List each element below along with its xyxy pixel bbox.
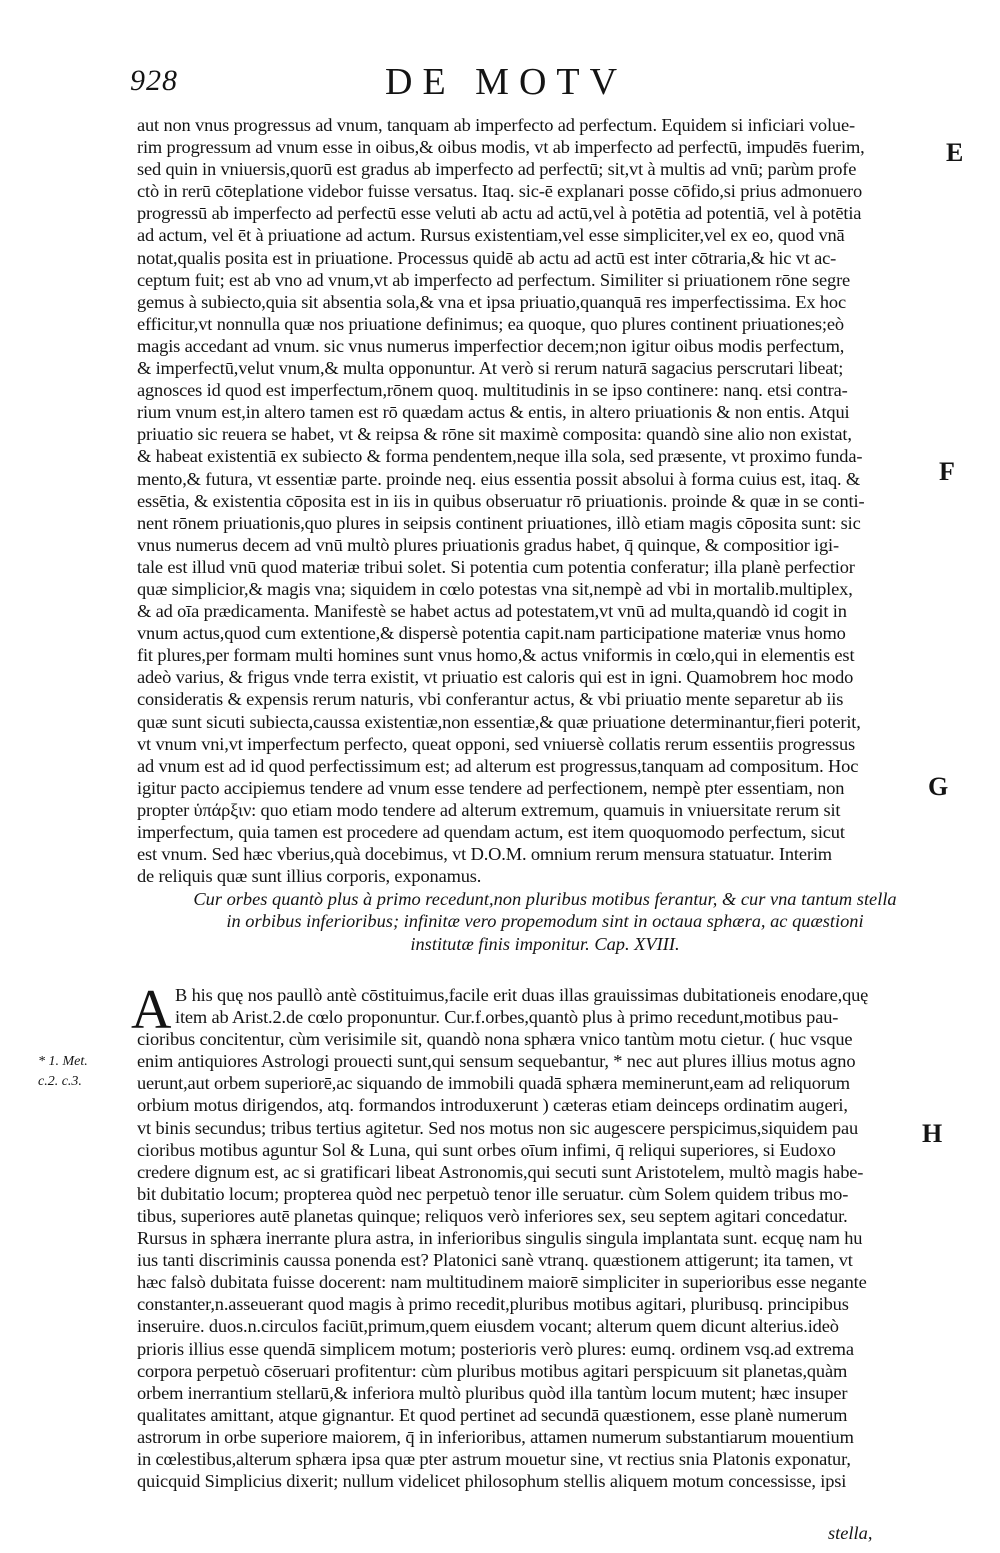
paragraph-1 (137, 114, 927, 887)
text-line: cioribus concitentur, cùm verisimile sit, quandò nona sphæra vnico tantùm motu cietur. ( huc vsque (137, 1029, 853, 1050)
text-line: ceptum fuit; est ab vno ad vnum,vt ab imperfecto ad perfectum. Similiter si priuationem rōne segre (137, 269, 851, 290)
text-line: notat,qualis posita est in priuatione. Processus quidē ab actu ad actū est inter cōtraria,& hic vt ac- (137, 247, 837, 268)
heading-line: Cur orbes quantò plus à primo recedunt,non pluribus motibus ferantur, & cur vna tantum stella (193, 889, 897, 909)
text-line: ctò in rerū cōteplatione videbor fuisse versatus. Itaq. sic-ē explanari posse cōfido,si prius admonuero (137, 181, 863, 202)
text-line: constanter,n.asseuerant quod magis à primo recedit,pluribus motibus agitari, pluribusq. principibus (137, 1294, 849, 1315)
text-line: cioribus motibus aguntur Sol & Luna, qui sunt orbes oīum infimi, q̄ reliqui superiores, si Eudoxo (137, 1139, 836, 1160)
text-line: B his quę nos paullò antè cōstituimus,facile erit duas illas grauissimas dubitationeis enodare,quę (175, 985, 869, 1005)
text-line: agnosces id quod est imperfectum,rōnem quoq. multitudinis in se ipso continere: nanq. etsi contra- (137, 380, 848, 401)
text-line: efficitur,vt nonnulla quæ nos priuatione definimus; ea quoque, quo plures continent priuationes;eò (137, 313, 844, 334)
text-line: quæ simplicior,& magis vna; siquidem in cœlo potestas vna sit,nempè ad vbi in mortalib.multiplex, (137, 578, 853, 599)
text-line: propter ὑπάρξιν: quo etiam modo tendere ad alterum extremum, quamuis in vniuersitate rerum sit (137, 799, 841, 820)
text-line: qualitates amittant, atque gignantur. Et quod pertinet ad secundā quæstionem, esse planè numerum (137, 1404, 848, 1425)
catchword: stella, (828, 1523, 873, 1543)
text-line: vnum actus,quod cum extentione,& dispersè potentia capit.nam participatione materiæ vnus homo (137, 623, 846, 644)
text-line: orbium motus dirigendos, atq. formandos introduxerunt ) cæteras etiam deinceps ordinatim augeri, (137, 1095, 848, 1116)
text-line: prioris illius esse quendā simplicem motum; posterioris verò plures: eumq. ordinem vsq.ad extrema (137, 1338, 854, 1359)
text-line: & imperfectū,velut vnum,& multa opponuntur. At verò si rerum naturā sagacius perscrutari libeat; (137, 358, 844, 379)
text-line: imperfectum, quia tamen est procedere ad quendam actum, est item quoquomodo perfectum, sicut (137, 822, 845, 842)
heading-line: in orbibus inferioribus; infinitæ vero propemodum sint in octaua sphæra, ac quæstioni (226, 911, 864, 932)
text-line: priuatio sic reuera se habet, vt & reipsa & rōne sit maximè composita: quandò sine alio non existat, (137, 424, 852, 445)
text-line: enim antiquiores Astrologi prouecti sunt,qui sensum sequebantur, * nec aut plures illius motus agno (137, 1051, 856, 1072)
drop-cap: A (131, 979, 172, 1041)
text-line: quæ sunt sicuti subiecta,caussa existentiæ,non essentiæ,& quæ priuatione determinantur,fieri poterit, (137, 711, 861, 732)
text-line: corpora perpetuò cōseruari profitentur: cùm pluribus motibus agitari perspicuum sit planetas,quàm (137, 1360, 848, 1381)
text-line: rim progressum ad vnum esse in oibus,& oibus modis, vt ab imperfecto ad perfectū, impudēs fuerim, (137, 137, 865, 158)
text-line: tale est illud vnū quod materiæ tribui solet. Si potentia cum potentia conferatur; illa planè perfectior (137, 556, 855, 577)
text-line: uerunt,aut orbem superiorē,ac siquando de immobili quadā sphæra meminerunt,eam ad reliquorum (137, 1073, 850, 1094)
text-line: de reliquis quæ sunt illius corporis, exponamus. (137, 866, 482, 887)
text-line: inseruire. duos.n.circulos faciūt,primum,quem eiusdem vocant; alterum quem dicunt alterius.ideò (137, 1316, 839, 1337)
text-line: & habeat existentiā ex subiecto & forma pendentem,neque illa sola, sed præsente, vt proximo funda- (137, 446, 863, 467)
paragraph-2 (131, 979, 927, 1492)
text-line: aut non vnus progressus ad vnum, tanquam ab imperfecto ad perfectum. Equidem si inficiari volue- (137, 115, 855, 135)
text-line: nent rōnem priuationis,quo plures in seipsis continent priuationes, illò etiam magis cōposita sunt: sic (137, 512, 861, 533)
margin-note-line: c.2. c.3. (38, 1074, 82, 1089)
margin-note-line: * 1. Met. (38, 1054, 88, 1069)
text-line: ius tanti discriminis caussa ponenda est? Platonici sanè vtranq. quæstionem attigerunt; ita tamen, vt (137, 1250, 853, 1271)
text-line: est vnum. Sed hæc vberius,quà docebimus, vt D.O.M. omnium rerum mensura statuatur. Interim (137, 844, 832, 865)
page-number: 928 (130, 64, 178, 97)
text-line: item ab Arist.2.de cœlo proponuntur. Cur.f.orbes,quantò plus à primo recedunt,motibus pau- (175, 1007, 839, 1028)
text-line: mento,& futura, vt essentiæ parte. proinde neq. eius essentia possit absolui à forma cuius est, itaq. & (137, 468, 861, 489)
chapter-heading (150, 888, 940, 955)
text-line: igitur pacto accipiemus tendere ad vnum esse tendere ad perfectionem, nempè pter essentiam, non (137, 777, 845, 798)
text-line: rium vnum est,in altero tamen est rō quædam actus & entis, in altero priuationis & non entis. Atqui (137, 402, 850, 423)
text-line: bit dubitatio locum; propterea quòd nec perpetuò tenor ille seruatur. cùm Solem quidem tribus mo- (137, 1183, 849, 1204)
text-line: Rursus in sphæra inerrante plura astra, in inferioribus singulis singula implantata sunt. ecquę nam hu (137, 1228, 863, 1249)
text-line: & ad oīa prædicamenta. Manifestè se habet actus ad potestatem,vt vnū ad multa,quandò id cogit in (137, 601, 847, 622)
text-line: ad vnum est ad id quod perfectissimum est; ad alterum est progressus,tanquam ad compositum. Hoc (137, 755, 859, 776)
text-line: vnus numerus decem ad vnū multò plures priuationis gradus habet, q̄ quinque, & compositior igi- (137, 534, 839, 555)
text-line: tibus, superiores autē planetas quinque; reliquos verò inferiores sex, seu septem agitari concedatur. (137, 1205, 848, 1226)
text-line: magis accedant ad vnum. sic vnus numerus imperfectior decem;non igitur oibus modis perfectum, (137, 335, 845, 356)
margin-letter-h: H (922, 1119, 943, 1148)
text-line: gemus à subiecto,quia sit absentia sola,& vna et ipsa priuatio,quanquā res imperfectissima. Ex hoc (137, 291, 846, 312)
text-line: astrorum in orbe superiore maiorem, q̄ in inferioribus, attamen numerum substantiarum mouentium (137, 1426, 854, 1447)
text-line: adeò varius, & frigus vnde terra existit, vt priuatio est caloris qui est in igni. Quamobrem hoc modo (137, 667, 854, 688)
margin-note (38, 1052, 88, 1092)
margin-letter-g: G (928, 772, 949, 801)
margin-letter-f: F (939, 457, 955, 486)
text-line: ad actum, vel ēt à priuatione ad actum. Rursus existentiam,vel esse simpliciter,vel ex eo, quod vnā (137, 225, 845, 246)
text-line: essētia, & existentia cōposita est in iis in quibus obseruatur rō priuationis. proinde & quæ in se conti- (137, 490, 865, 511)
text-line: progressū ab imperfecto ad perfectū esse veluti ab actu ad actū,vel à potētia ad potentiā, vel à potētia (137, 203, 862, 224)
text-line: vt binis secundus; tribus tertius agitetur. Sed nos motus non sic augescere perspicimus,siquidem pau (137, 1117, 859, 1138)
text-line: orbem inerrantium stellarū,& inferiora multò pluribus quòd illa tantùm locum mutent; hæc insuper (137, 1382, 848, 1403)
text-line: vt vnum vni,vt imperfectum perfecto, queat opponi, sed vniuersè collatis rerum essentiis progressus (137, 733, 856, 754)
page-header (130, 60, 660, 112)
text-line: consideratis & expensis rerum naturis, vbi conferantur actus, & vbi priuatio mente separetur ab iis (137, 689, 844, 710)
text-line: hæc falsò dubitata fuisse docerent: nam multitudinem maiorē simpliciter in superioribus esse negante (137, 1272, 867, 1293)
running-head: DE MOTV (385, 61, 628, 103)
text-line: fit plures,per formam multi homines sunt vnus homo,& actus vniformis in cœlo,qui in elementis est (137, 645, 855, 666)
text-line: credere dignum est, ac si gratificari libeat Astronomis,qui secuti sunt Aristotelem, multò magis habe- (137, 1161, 864, 1182)
text-line: quicquid Simplicius dixerit; nullum videlicet philosophum stellis aliquem motum concessisse, ipsi (137, 1471, 847, 1492)
text-line: in cœlestibus,alterum sphæra ipsa quæ pter astrum mouetur sine, vt rectius snia Platonis exponatur, (137, 1448, 851, 1469)
heading-line: institutæ finis imponitur. Cap. XVIII. (410, 933, 680, 954)
margin-letter-e: E (946, 138, 964, 167)
text-line: sed quin in vniuersis,quorū est gradus ab imperfecto ad perfectū; sit,vt à multis ad vnū; parùm profe (137, 159, 857, 180)
